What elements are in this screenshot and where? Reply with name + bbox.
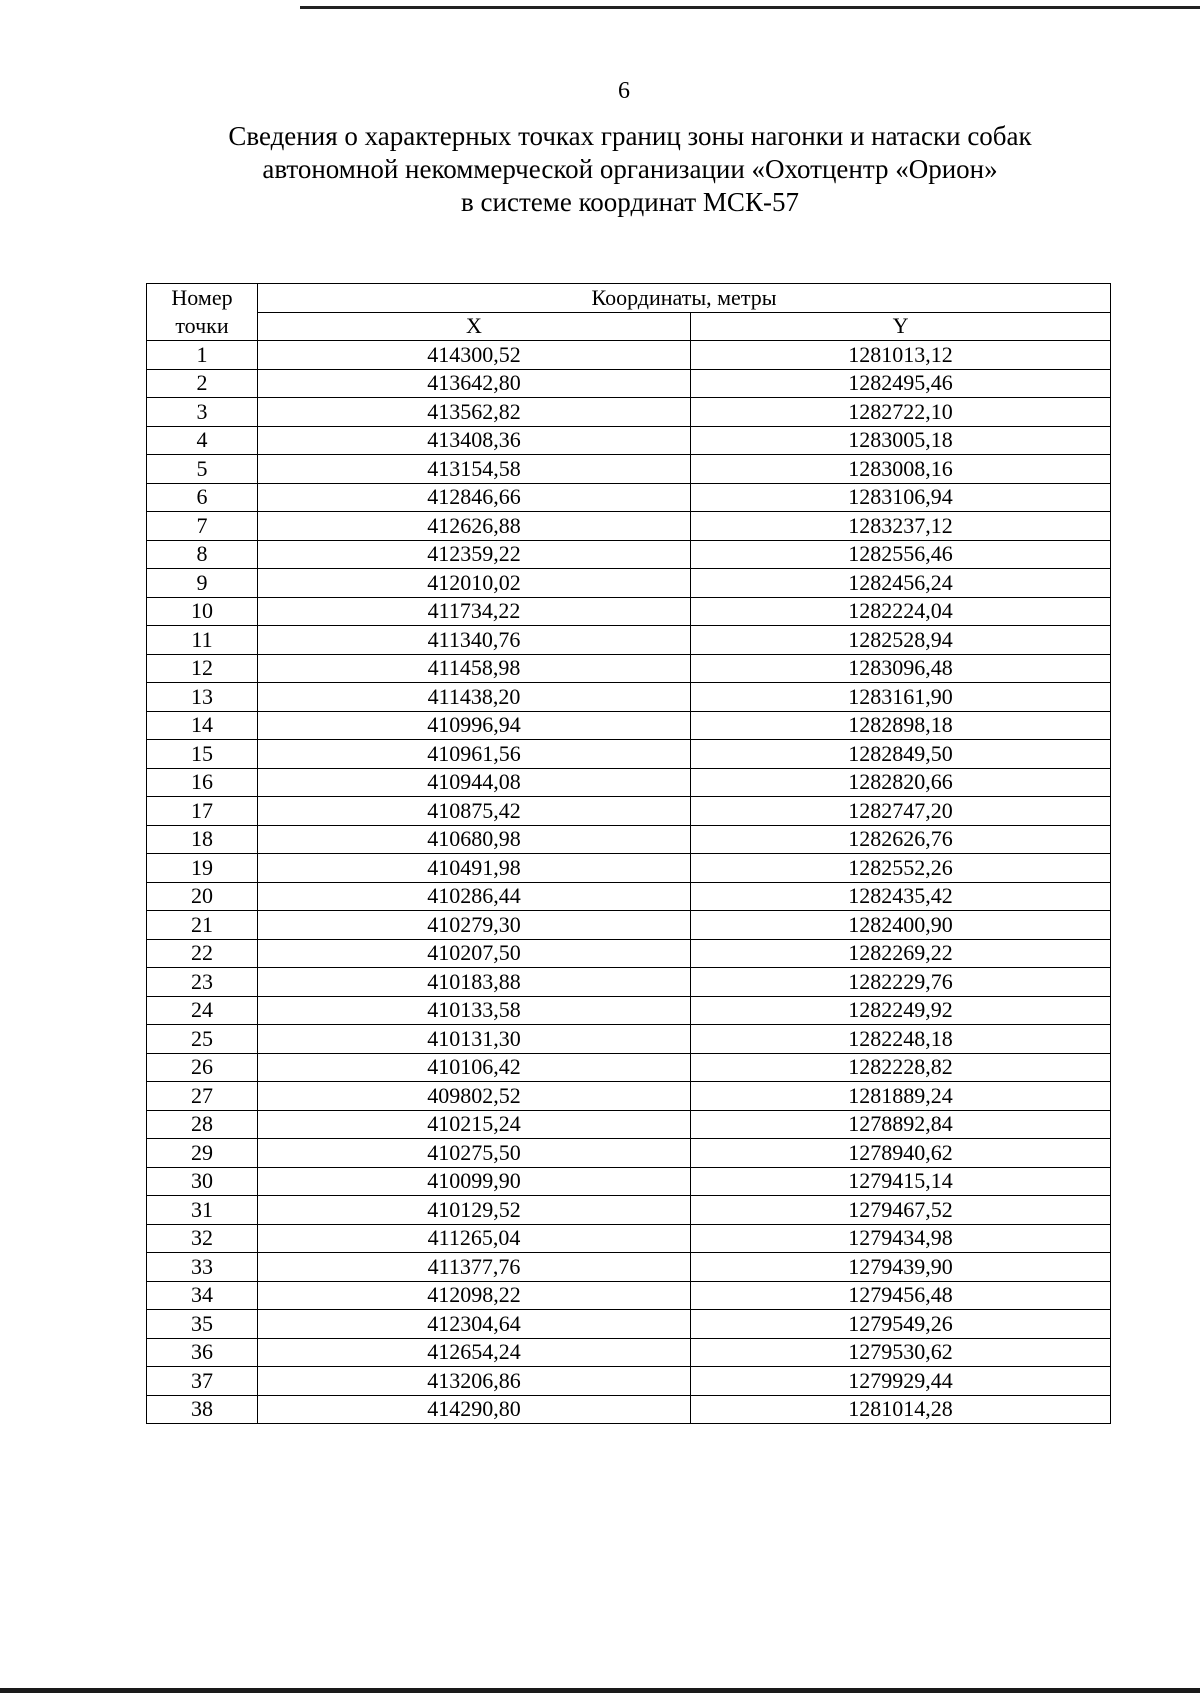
y-coordinate-cell: 1279549,26 — [691, 1310, 1111, 1339]
point-number-cell: 8 — [147, 540, 258, 569]
y-coordinate-cell: 1282820,66 — [691, 768, 1111, 797]
point-number-cell: 36 — [147, 1338, 258, 1367]
point-number-cell: 22 — [147, 939, 258, 968]
x-coordinate-cell: 412654,24 — [258, 1338, 691, 1367]
point-number-cell: 23 — [147, 968, 258, 997]
table-row — [147, 483, 1111, 512]
x-coordinate-cell: 410491,98 — [258, 854, 691, 883]
table-row — [147, 369, 1111, 398]
x-coordinate-cell: 410875,42 — [258, 797, 691, 826]
point-number-cell: 6 — [147, 483, 258, 512]
x-coordinate-cell: 410996,94 — [258, 711, 691, 740]
scan-edge-line-bottom — [0, 1688, 1200, 1693]
table-header-row-2 — [147, 312, 1111, 341]
x-coordinate-cell: 413206,86 — [258, 1367, 691, 1396]
table-row — [147, 797, 1111, 826]
point-number-cell: 19 — [147, 854, 258, 883]
y-coordinate-cell: 1282228,82 — [691, 1053, 1111, 1082]
y-coordinate-cell: 1282224,04 — [691, 597, 1111, 626]
x-coordinate-cell: 410183,88 — [258, 968, 691, 997]
y-coordinate-cell: 1282248,18 — [691, 1025, 1111, 1054]
table-row — [147, 1367, 1111, 1396]
y-coordinate-cell: 1282528,94 — [691, 626, 1111, 655]
table-row — [147, 1196, 1111, 1225]
table-row — [147, 569, 1111, 598]
x-coordinate-cell: 410207,50 — [258, 939, 691, 968]
y-coordinate-cell: 1279434,98 — [691, 1224, 1111, 1253]
x-coordinate-cell: 411340,76 — [258, 626, 691, 655]
coordinates-table — [146, 283, 1111, 1424]
point-number-cell: 15 — [147, 740, 258, 769]
table-row — [147, 626, 1111, 655]
table-row — [147, 398, 1111, 427]
table-row — [147, 768, 1111, 797]
point-number-cell: 13 — [147, 683, 258, 712]
point-number-cell: 12 — [147, 654, 258, 683]
table-row — [147, 1053, 1111, 1082]
x-coordinate-cell: 413562,82 — [258, 398, 691, 427]
point-number-cell: 32 — [147, 1224, 258, 1253]
x-coordinate-cell: 410099,90 — [258, 1167, 691, 1196]
table-row — [147, 1395, 1111, 1424]
x-coordinate-cell: 410680,98 — [258, 825, 691, 854]
point-number-cell: 10 — [147, 597, 258, 626]
table-row — [147, 968, 1111, 997]
point-number-cell: 34 — [147, 1281, 258, 1310]
x-coordinate-cell: 410279,30 — [258, 911, 691, 940]
y-coordinate-cell: 1281889,24 — [691, 1082, 1111, 1111]
x-coordinate-cell: 413154,58 — [258, 455, 691, 484]
x-coordinate-cell: 412098,22 — [258, 1281, 691, 1310]
y-coordinate-cell: 1282229,76 — [691, 968, 1111, 997]
header-x: X — [258, 312, 691, 341]
y-coordinate-cell: 1281014,28 — [691, 1395, 1111, 1424]
y-coordinate-cell: 1282849,50 — [691, 740, 1111, 769]
x-coordinate-cell: 412846,66 — [258, 483, 691, 512]
y-coordinate-cell: 1282722,10 — [691, 398, 1111, 427]
point-number-cell: 29 — [147, 1139, 258, 1168]
y-coordinate-cell: 1283161,90 — [691, 683, 1111, 712]
point-number-cell: 26 — [147, 1053, 258, 1082]
y-coordinate-cell: 1279456,48 — [691, 1281, 1111, 1310]
point-number-cell: 37 — [147, 1367, 258, 1396]
x-coordinate-cell: 410131,30 — [258, 1025, 691, 1054]
y-coordinate-cell: 1282747,20 — [691, 797, 1111, 826]
x-coordinate-cell: 412010,02 — [258, 569, 691, 598]
table-row — [147, 854, 1111, 883]
table-header-row-1 — [147, 284, 1111, 313]
title-line-2: автономной некоммерческой организации «Охотцентр «Орион» — [262, 154, 998, 184]
table-row — [147, 740, 1111, 769]
y-coordinate-cell: 1282552,26 — [691, 854, 1111, 883]
point-number-cell: 2 — [147, 369, 258, 398]
table-row — [147, 1025, 1111, 1054]
point-number-cell: 5 — [147, 455, 258, 484]
title-line-1: Сведения о характерных точках границ зоны нагонки и натаски собак — [228, 121, 1032, 151]
x-coordinate-cell: 413408,36 — [258, 426, 691, 455]
table-row — [147, 1338, 1111, 1367]
y-coordinate-cell: 1278892,84 — [691, 1110, 1111, 1139]
x-coordinate-cell: 411265,04 — [258, 1224, 691, 1253]
point-number-cell: 16 — [147, 768, 258, 797]
point-number-cell: 11 — [147, 626, 258, 655]
x-coordinate-cell: 411734,22 — [258, 597, 691, 626]
point-number-cell: 27 — [147, 1082, 258, 1111]
y-coordinate-cell: 1282400,90 — [691, 911, 1111, 940]
point-number-cell: 17 — [147, 797, 258, 826]
title-line-3: в системе координат МСК-57 — [461, 187, 799, 217]
y-coordinate-cell: 1278940,62 — [691, 1139, 1111, 1168]
y-coordinate-cell: 1283005,18 — [691, 426, 1111, 455]
x-coordinate-cell: 413642,80 — [258, 369, 691, 398]
table-row — [147, 882, 1111, 911]
x-coordinate-cell: 409802,52 — [258, 1082, 691, 1111]
x-coordinate-cell: 411438,20 — [258, 683, 691, 712]
point-number-cell: 35 — [147, 1310, 258, 1339]
table-row — [147, 341, 1111, 370]
y-coordinate-cell: 1283106,94 — [691, 483, 1111, 512]
point-number-cell: 21 — [147, 911, 258, 940]
table-row — [147, 1110, 1111, 1139]
table-row — [147, 1281, 1111, 1310]
header-point-number-top: Номер — [147, 284, 258, 313]
header-point-number-bottom: точки — [147, 312, 258, 341]
x-coordinate-cell: 412304,64 — [258, 1310, 691, 1339]
point-number-cell: 28 — [147, 1110, 258, 1139]
document-title — [130, 120, 1130, 219]
point-number-cell: 3 — [147, 398, 258, 427]
table-row — [147, 1310, 1111, 1339]
y-coordinate-cell: 1282556,46 — [691, 540, 1111, 569]
y-coordinate-cell: 1279467,52 — [691, 1196, 1111, 1225]
table-row — [147, 825, 1111, 854]
table-row — [147, 540, 1111, 569]
x-coordinate-cell: 410286,44 — [258, 882, 691, 911]
x-coordinate-cell: 410961,56 — [258, 740, 691, 769]
x-coordinate-cell: 410275,50 — [258, 1139, 691, 1168]
point-number-cell: 30 — [147, 1167, 258, 1196]
table-row — [147, 683, 1111, 712]
table-row — [147, 1253, 1111, 1282]
table-row — [147, 939, 1111, 968]
y-coordinate-cell: 1279929,44 — [691, 1367, 1111, 1396]
y-coordinate-cell: 1282898,18 — [691, 711, 1111, 740]
x-coordinate-cell: 412626,88 — [258, 512, 691, 541]
point-number-cell: 33 — [147, 1253, 258, 1282]
x-coordinate-cell: 414290,80 — [258, 1395, 691, 1424]
point-number-cell: 31 — [147, 1196, 258, 1225]
y-coordinate-cell: 1282626,76 — [691, 825, 1111, 854]
header-y: Y — [691, 312, 1111, 341]
table-row — [147, 1167, 1111, 1196]
scan-edge-line-top — [300, 6, 1200, 9]
x-coordinate-cell: 410215,24 — [258, 1110, 691, 1139]
y-coordinate-cell: 1283237,12 — [691, 512, 1111, 541]
table-row — [147, 455, 1111, 484]
y-coordinate-cell: 1282249,92 — [691, 996, 1111, 1025]
table-row — [147, 1082, 1111, 1111]
table-row — [147, 512, 1111, 541]
y-coordinate-cell: 1282456,24 — [691, 569, 1111, 598]
table-body — [147, 341, 1111, 1424]
y-coordinate-cell: 1283096,48 — [691, 654, 1111, 683]
point-number-cell: 14 — [147, 711, 258, 740]
x-coordinate-cell: 410106,42 — [258, 1053, 691, 1082]
y-coordinate-cell: 1281013,12 — [691, 341, 1111, 370]
table-row — [147, 426, 1111, 455]
x-coordinate-cell: 410944,08 — [258, 768, 691, 797]
x-coordinate-cell: 411377,76 — [258, 1253, 691, 1282]
x-coordinate-cell: 412359,22 — [258, 540, 691, 569]
point-number-cell: 18 — [147, 825, 258, 854]
y-coordinate-cell: 1279439,90 — [691, 1253, 1111, 1282]
table-row — [147, 1224, 1111, 1253]
table-row — [147, 1139, 1111, 1168]
point-number-cell: 4 — [147, 426, 258, 455]
x-coordinate-cell: 410129,52 — [258, 1196, 691, 1225]
point-number-cell: 1 — [147, 341, 258, 370]
table-row — [147, 911, 1111, 940]
y-coordinate-cell: 1279415,14 — [691, 1167, 1111, 1196]
y-coordinate-cell: 1279530,62 — [691, 1338, 1111, 1367]
y-coordinate-cell: 1282269,22 — [691, 939, 1111, 968]
point-number-cell: 9 — [147, 569, 258, 598]
x-coordinate-cell: 410133,58 — [258, 996, 691, 1025]
table-row — [147, 711, 1111, 740]
y-coordinate-cell: 1283008,16 — [691, 455, 1111, 484]
table-row — [147, 654, 1111, 683]
y-coordinate-cell: 1282435,42 — [691, 882, 1111, 911]
x-coordinate-cell: 411458,98 — [258, 654, 691, 683]
table-row — [147, 597, 1111, 626]
point-number-cell: 7 — [147, 512, 258, 541]
point-number-cell: 20 — [147, 882, 258, 911]
page-number: 6 — [618, 78, 630, 104]
point-number-cell: 38 — [147, 1395, 258, 1424]
header-coordinates: Координаты, метры — [258, 284, 1111, 313]
y-coordinate-cell: 1282495,46 — [691, 369, 1111, 398]
table-row — [147, 996, 1111, 1025]
x-coordinate-cell: 414300,52 — [258, 341, 691, 370]
point-number-cell: 24 — [147, 996, 258, 1025]
point-number-cell: 25 — [147, 1025, 258, 1054]
